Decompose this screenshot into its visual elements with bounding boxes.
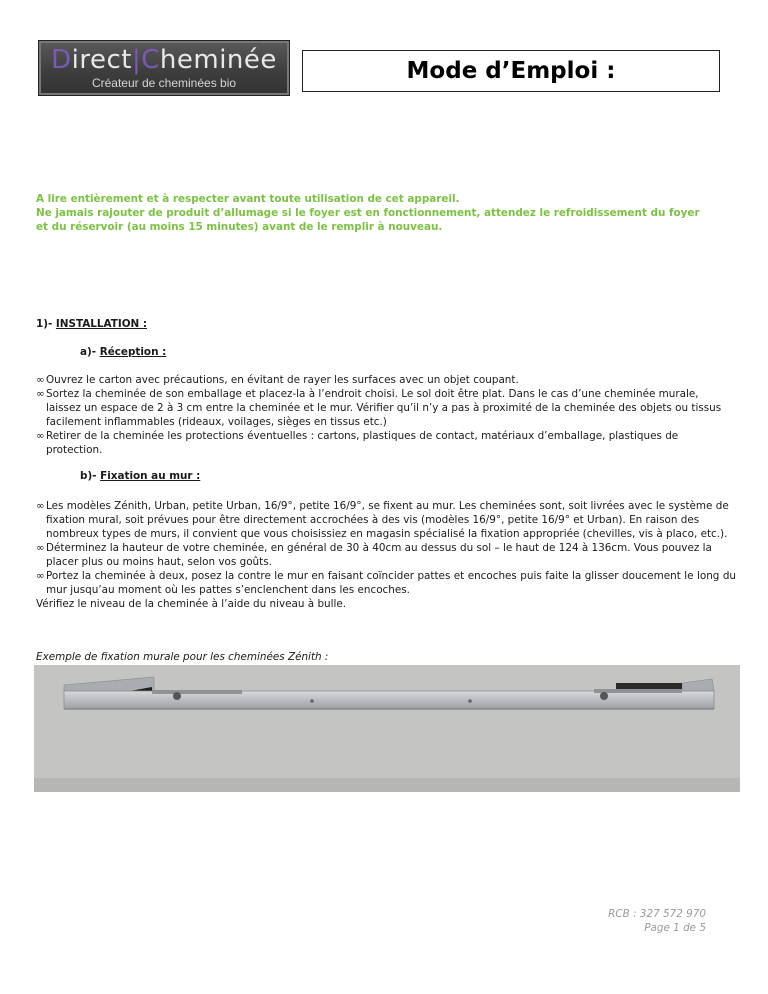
bullet-infinity-icon: ∞	[36, 500, 45, 512]
warning-line-3: et du réservoir (au moins 15 minutes) avant de le remplir à nouveau.	[36, 221, 443, 233]
wall-bracket-illustration	[34, 665, 740, 792]
subsection-a-number: a)-	[80, 346, 100, 358]
bullet-infinity-icon: ∞	[36, 430, 45, 442]
bullet-infinity-icon: ∞	[36, 570, 45, 582]
section-number: 1)-	[36, 318, 56, 330]
logo-text-heminee: heminée	[159, 45, 277, 75]
bullet-text: Portez la cheminée à deux, posez la contre le mur en faisant coïncider pattes et encoches puis faite la glisser doucement le long du mur jusqu’au moment où les pattes s’enclenchent dans les encoches.	[46, 570, 736, 596]
logo-text-irect: irect	[71, 45, 132, 75]
brand-logo	[38, 40, 290, 96]
subsection-heading-reception	[80, 346, 166, 358]
logo-separator: |	[131, 45, 142, 75]
logo-letter-d: D	[51, 45, 72, 75]
warning-line-2: Ne jamais rajouter de produit d’allumage si le foyer est en fonctionnement, attendez le refroidissement du foyer	[36, 207, 700, 219]
section-heading-installation	[36, 318, 147, 330]
document-title-box	[302, 50, 720, 92]
bullet-infinity-icon: ∞	[36, 388, 45, 400]
company-registration: RCB : 327 572 970	[608, 908, 706, 920]
bullet-infinity-icon: ∞	[36, 542, 45, 554]
document-title: Mode d’Emploi :	[406, 58, 616, 84]
logo-wordmark	[39, 45, 289, 75]
list-item	[36, 541, 736, 569]
subsection-b-number: b)-	[80, 470, 101, 482]
fixation-bullet-list	[36, 499, 736, 611]
subsection-a-title: Réception :	[99, 346, 167, 358]
bullet-text: Les modèles Zénith, Urban, petite Urban, 16/9°, petite 16/9°, se fixent au mur. Les cheminées sont, soit livrées avec le système de fixation mural, soit prévues pour être directement accrochées à des vis (modèles 16/9°, petite 16/9° et Urban). En raison des nombreux types de murs, il convient que vous choisissiez en magasin spécialisé la fixation appropriée (chevilles, vis à placo, etc.).	[46, 500, 729, 540]
section-title: INSTALLATION :	[55, 318, 148, 330]
page-number: Page 1 de 5	[644, 922, 706, 934]
bullet-infinity-icon: ∞	[36, 374, 45, 386]
list-item	[36, 373, 736, 387]
bullet-text: Ouvrez le carton avec précautions, en évitant de rayer les surfaces avec un objet coupant.	[46, 374, 519, 386]
subsection-b-title: Fixation au mur :	[100, 470, 201, 482]
logo-letter-c: C	[141, 45, 160, 75]
bullet-text: Retirer de la cheminée les protections éventuelles : cartons, plastiques de contact, matériaux d’emballage, plastiques de protection.	[46, 430, 679, 456]
subsection-heading-fixation	[80, 470, 200, 482]
list-item	[36, 569, 736, 597]
warning-line-1: A lire entièrement et à respecter avant toute utilisation de cet appareil.	[36, 193, 460, 205]
safety-warning	[36, 192, 736, 234]
photo-caption: Exemple de fixation murale pour les cheminées Zénith :	[36, 651, 329, 663]
wall-bracket-photo	[34, 665, 740, 792]
bullet-text: Déterminez la hauteur de votre cheminée, en général de 30 à 40cm au dessus du sol – le haut de 124 à 136cm. Vous pouvez la placer plus ou moins haut, selon vos goûts.	[46, 542, 712, 568]
level-check-note: Vérifiez le niveau de la cheminée à l’aide du niveau à bulle.	[36, 598, 347, 610]
bullet-text: Sortez la cheminée de son emballage et placez-la à l’endroit choisi. Le sol doit être plat. Dans le cas d’une cheminée murale, laissez un espace de 2 à 3 cm entre la cheminée et le mur. Vérifier qu’il n’y a pas à proximité de la cheminée des objets ou tissus facilement inflammables (rideaux, voilages, sièges en tissus etc.)	[46, 388, 722, 428]
page-footer	[608, 907, 706, 935]
reception-bullet-list	[36, 373, 736, 457]
list-item	[36, 387, 736, 429]
list-item	[36, 499, 736, 541]
logo-tagline: Créateur de cheminées bio	[91, 76, 237, 90]
list-item	[36, 429, 736, 457]
